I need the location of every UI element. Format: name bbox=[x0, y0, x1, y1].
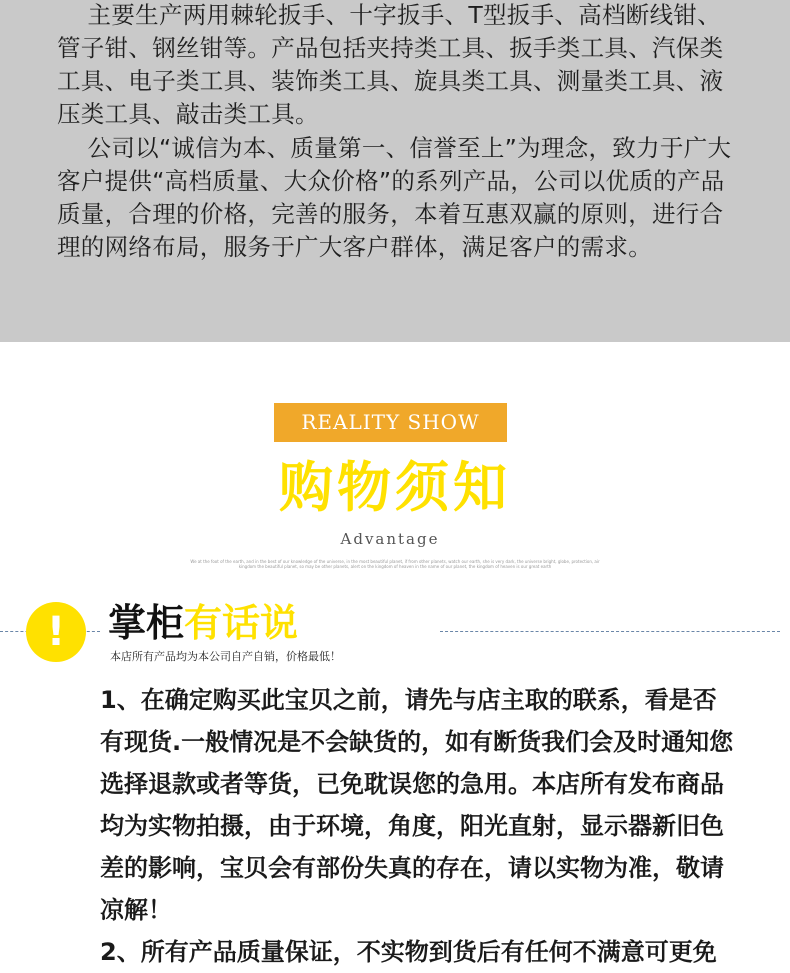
reality-show-badge: REALITY SHOW bbox=[274, 403, 507, 442]
divider-right bbox=[440, 631, 780, 632]
page-title: 购物须知 bbox=[279, 455, 511, 519]
heading-yellow-part: 有话说 bbox=[184, 601, 299, 645]
notice-item-2: 2、所有产品质量保证，不实物到货后有任何不满意可更免 bbox=[100, 938, 717, 966]
intro-paragraph-philosophy: 公司以“诚信为本、质量第一、信誉至上”为理念，致力于广大客户提供“高档质量、大众价格”的系列产品，公司以优质的产品质量，合理的价格，完善的服务，本着互惠双赢的原则，进行合理的网络布局，服务于广大客户群体，满足客户的需求。 bbox=[57, 134, 732, 261]
section-note: 本店所有产品均为本公司自产自销，价格最低！ bbox=[110, 650, 341, 663]
intro-paragraph-products: 主要生产两用棘轮扳手、十字扳手、T型扳手、高档断线钳、管子钳、钢丝钳等。产品包括夹持类工具、扳手类工具、汽保类工具、电子类工具、装饰类工具、旋具类工具、测量类工具、液压类工具、敲击类工具。 bbox=[57, 1, 724, 128]
notice-item-1: 1、在确定购买此宝贝之前，请先与店主取的联系，看是否有现货.一般情况是不会缺货的，如有断货我们会及时通知您选择退款或者等货，已免耽误您的急用。本店所有发布商品均为实物拍摄，由于环境，角度，阳光直射，显示器新旧色差的影响，宝贝会有部份失真的存在，请以实物为准，敬请凉解！ bbox=[100, 686, 734, 924]
exclamation-icon: ! bbox=[26, 602, 86, 662]
heading-black-part: 掌柜 bbox=[108, 601, 185, 645]
intro-section bbox=[0, 0, 790, 342]
advantage-subtitle: Advantage bbox=[340, 530, 440, 548]
section-heading bbox=[108, 599, 298, 647]
fine-print: We at the foot of the earth, and in the best of our knowledge of the universe, in the most beautiful planet, if from other planets, watch our earth, she is very dark, the universe bright, globe, protection, air kingdom the beautiful planet, so may be other planets, alert on the kingdom of heaven in the name of our planet, the kingdom of heaven is our great earth bbox=[190, 559, 600, 569]
